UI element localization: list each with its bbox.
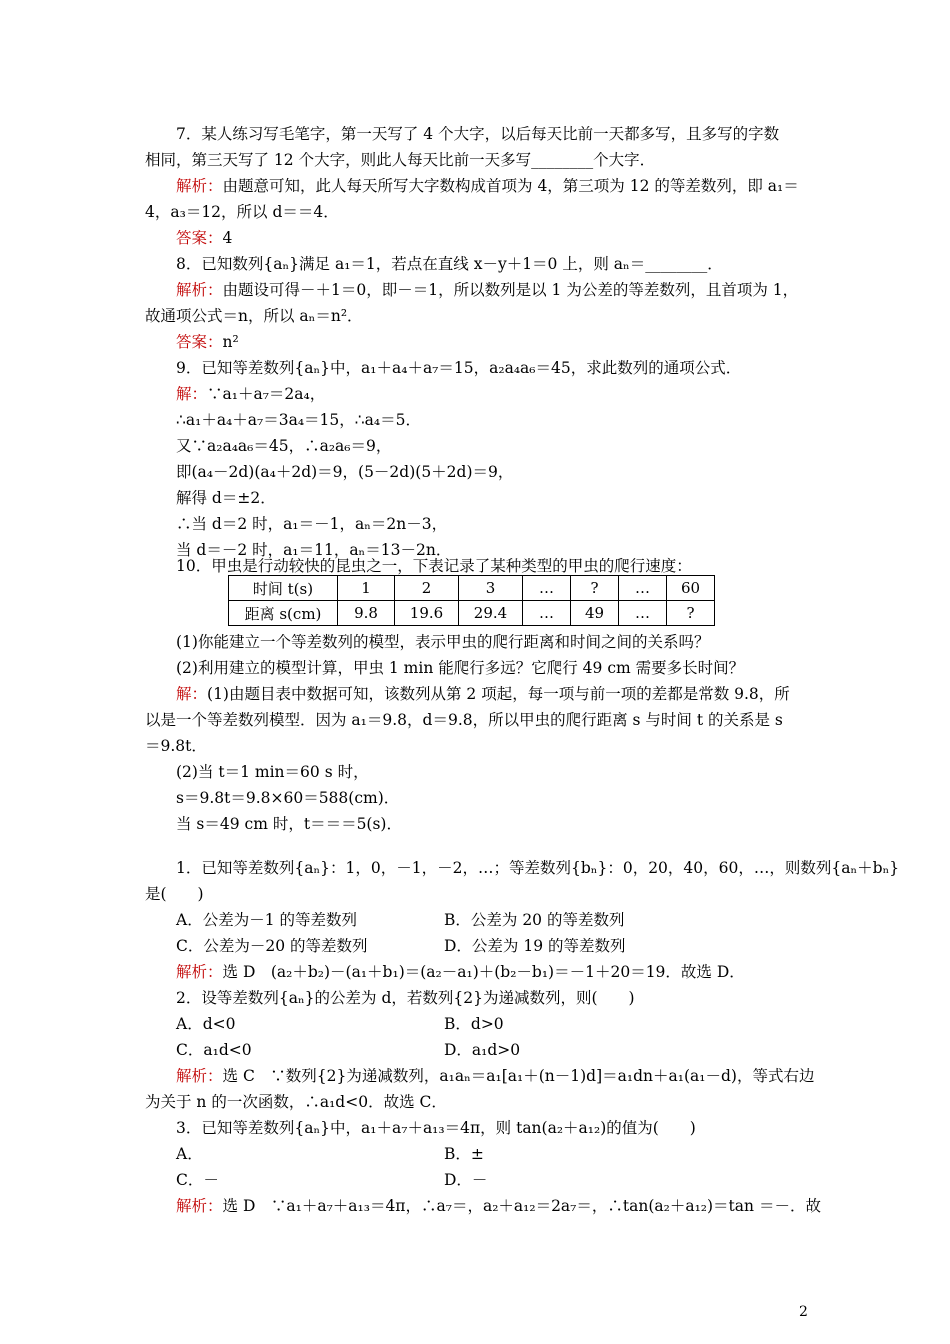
text-line (176, 762, 369, 782)
answer-label: 解析： (176, 1197, 223, 1215)
text-line (176, 228, 232, 248)
text-line (176, 1170, 219, 1190)
line-text: 为关于 n 的一次函数，∴a₁d<0．故选 C． (145, 1093, 447, 1111)
text-line (176, 384, 325, 404)
table-cell: ? (571, 576, 619, 601)
line-text: 故通项公式＝n，所以 aₙ＝n²． (145, 307, 363, 325)
line-text: 当 d＝－2 时，a₁＝11，aₙ＝13－2n． (176, 541, 452, 559)
table-cell: 时间 t(s) (229, 576, 338, 601)
answer-label: 解析： (176, 1067, 223, 1085)
text-line (176, 988, 635, 1008)
line-text: A． (176, 1145, 203, 1163)
line-text: 2．设等差数列{aₙ}的公差为 d，若数列{2}为递减数列，则( ) (176, 989, 635, 1007)
table-cell: ? (667, 601, 715, 626)
line-text: 是( ) (145, 885, 204, 903)
answer-label: 解析： (176, 963, 223, 981)
line-text: C．公差为－20 的等差数列 (176, 937, 368, 955)
text-line (176, 684, 790, 704)
text-line (176, 1066, 814, 1086)
line-text: 4 (222, 229, 233, 247)
line-text: 由题意可知，此人每天所写大字数构成首项为 4，第三项为 12 的等差数列，即 a₁＝ (222, 177, 799, 195)
table-cell: 19.6 (395, 601, 459, 626)
table-cell: 60 (667, 576, 715, 601)
line-text: C．－ (176, 1171, 219, 1189)
table-cell: 9.8 (338, 601, 395, 626)
text-line (176, 280, 798, 300)
line-text: 相同，第三天写了 12 个大字，则此人每天比前一天多写________个大字． (145, 151, 656, 169)
table-cell: … (523, 601, 571, 626)
text-line (176, 962, 745, 982)
table-cell: 49 (571, 601, 619, 626)
line-text: 选 D (a₂＋b₂)－(a₁＋b₁)＝(a₂－a₁)＋(b₂－b₁)＝－1＋20＝19．故选 D． (222, 963, 745, 981)
text-line (176, 1196, 821, 1216)
line-text: 3．已知等差数列{aₙ}中，a₁＋a₇＋a₁₃＝4π，则 tan(a₂＋a₁₂)的值为( ) (176, 1119, 696, 1137)
beetle-speed-table (228, 575, 715, 626)
table-row (229, 601, 715, 626)
line-text: 解得 d＝±2． (176, 489, 276, 507)
line-text: 即(a₄－2d)(a₄＋2d)＝9，(5－2d)(5＋2d)＝9， (176, 463, 514, 481)
line-text: ＝9.8t． (145, 737, 207, 755)
text-line (444, 910, 624, 930)
text-line (444, 1170, 487, 1190)
answer-label: 答案： (176, 333, 223, 351)
text-line (176, 436, 391, 456)
text-line (444, 936, 626, 956)
text-line (176, 124, 779, 144)
page-number: 2 (799, 1304, 808, 1320)
text-line (176, 1144, 203, 1164)
line-text: 选 D ∵a₁＋a₇＋a₁₃＝4π，∴a₇＝，a₂＋a₁₂＝2a₇＝，∴tan(a₂＋a₁₂)＝tan ＝－．故 (222, 1197, 821, 1215)
answer-label: 答案： (176, 229, 223, 247)
line-text: D．公差为 19 的等差数列 (444, 937, 626, 955)
text-line (176, 514, 447, 534)
line-text: 又∵a₂a₄a₆＝45，∴a₂a₆＝9， (176, 437, 392, 455)
line-text: 4，a₃＝12，所以 d＝＝4． (145, 203, 339, 221)
text-line (176, 410, 421, 430)
text-line (444, 1014, 504, 1034)
text-line (145, 736, 207, 756)
table-cell: 29.4 (459, 601, 523, 626)
text-line (176, 936, 368, 956)
line-text: A．d<0 (176, 1015, 236, 1033)
line-text: D．－ (444, 1171, 488, 1189)
text-line (176, 788, 399, 808)
answer-label: 解： (176, 385, 208, 403)
text-line (176, 658, 744, 678)
line-text: (1)你能建立一个等差数列的模型，表示甲虫的爬行距离和时间之间的关系吗？ (176, 633, 710, 651)
line-text: D．a₁d>0 (444, 1041, 521, 1059)
text-line (176, 858, 899, 878)
text-line (176, 332, 239, 352)
text-line (176, 176, 799, 196)
text-line (176, 488, 276, 508)
table-cell: … (619, 576, 667, 601)
line-text: ∴a₁＋a₄＋a₇＝3a₄＝15，∴a₄＝5． (176, 411, 421, 429)
text-line (176, 910, 357, 930)
text-line (176, 254, 723, 274)
line-text: C．a₁d<0 (176, 1041, 252, 1059)
text-line (145, 150, 655, 170)
line-text: (1)由题目表中数据可知，该数列从第 2 项起，每一项与前一项的差都是常数 9.8，所 (207, 685, 790, 703)
line-text: 1．已知等差数列{aₙ}：1，0，－1，－2，…；等差数列{bₙ}：0，20，40，60，…，则数列{aₙ＋bₙ} (176, 859, 900, 877)
line-text: 10．甲虫是行动较快的昆虫之一，下表记录了某种类型的甲虫的爬行速度： (176, 557, 692, 575)
text-line (145, 710, 783, 730)
table-cell: 距离 s(cm) (229, 601, 338, 626)
table-cell: 3 (459, 576, 523, 601)
table-cell: 2 (395, 576, 459, 601)
line-text: s＝9.8t＝9.8×60＝588(cm)． (176, 789, 400, 807)
line-text: ∵a₁＋a₇＝2a₄， (207, 385, 326, 403)
line-text: 7．某人练习写毛笔字，第一天写了 4 个大字，以后每天比前一天都多写，且多写的字数 (176, 125, 780, 143)
line-text: 9．已知等差数列{aₙ}中，a₁＋a₄＋a₇＝15，a₂a₄a₆＝45，求此数列的通项公式． (176, 359, 742, 377)
line-text: A．公差为－1 的等差数列 (176, 911, 357, 929)
text-line (145, 202, 339, 222)
line-text: 8．已知数列{aₙ}满足 a₁＝1，若点在直线 x－y＋1＝0 上，则 aₙ＝________． (176, 255, 723, 273)
text-line (176, 462, 513, 482)
answer-label: 解析： (176, 177, 223, 195)
table-cell: … (523, 576, 571, 601)
line-text: 选 C ∵数列{2}为递减数列，a₁aₙ＝a₁[a₁＋(n－1)d]＝a₁dn＋a₁(a₁－d)，等式右边 (222, 1067, 815, 1085)
text-line (444, 1144, 484, 1164)
line-text: 由题设可得－＋1＝0，即－＝1，所以数列是以 1 为公差的等差数列，且首项为 1， (222, 281, 799, 299)
line-text: (2)利用建立的模型计算，甲虫 1 min 能爬行多远？它爬行 49 cm 需要多长时间？ (176, 659, 745, 677)
text-line (145, 306, 363, 326)
text-line (176, 1040, 252, 1060)
text-line (176, 814, 402, 834)
text-line (176, 1118, 696, 1138)
line-text: n² (222, 333, 239, 351)
text-line (176, 632, 709, 652)
line-text: 当 s＝49 cm 时，t＝＝＝5(s)． (176, 815, 402, 833)
text-line (176, 1014, 235, 1034)
line-text: B．± (444, 1145, 484, 1163)
line-text: B．公差为 20 的等差数列 (444, 911, 625, 929)
text-line (145, 884, 204, 904)
answer-label: 解析： (176, 281, 223, 299)
line-text: ∴当 d＝2 时，a₁＝－1，aₙ＝2n－3， (176, 515, 448, 533)
text-line (444, 1040, 520, 1060)
answer-label: 解： (176, 685, 208, 703)
table-row (229, 576, 715, 601)
text-line (145, 1092, 447, 1112)
line-text: B．d>0 (444, 1015, 504, 1033)
text-line (176, 358, 741, 378)
line-text: (2)当 t＝1 min＝60 s 时， (176, 763, 369, 781)
line-text: 以是一个等差数列模型．因为 a₁＝9.8，d＝9.8，所以甲虫的爬行距离 s 与时间 t 的关系是 s (145, 711, 783, 729)
table-cell: … (619, 601, 667, 626)
table-cell: 1 (338, 576, 395, 601)
text-line (176, 556, 692, 576)
